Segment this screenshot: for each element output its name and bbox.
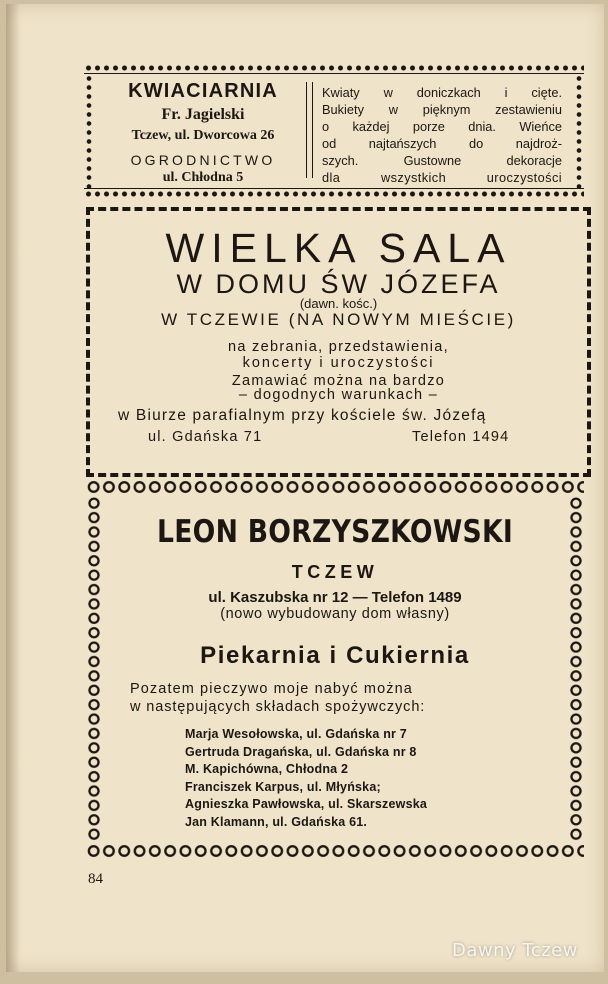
florist-right-border <box>574 74 584 188</box>
bakery-shop-list <box>185 726 427 832</box>
florist-description-line: szych. Gustowne dekoracje <box>322 153 562 168</box>
hall-booking-line: – dogodnych warunkach – <box>238 387 439 403</box>
nursery-address: ul. Chłodna 5 <box>162 170 244 185</box>
bakery-new-building: (nowo wybudowany dom własny) <box>220 606 450 622</box>
hall-subtitle: W DOMU ŚW JÓZEFA <box>176 269 501 299</box>
hall-location: W TCZEWIE (NA NOWYM MIEŚCIE) <box>161 310 516 329</box>
bakery-city: TCZEW <box>291 562 379 582</box>
bakery-address: ul. Kaszubska nr 12 — Telefon 1489 <box>208 589 462 606</box>
bakery-bottom-border <box>86 842 584 860</box>
watermark: Dawny Tczew <box>452 940 578 961</box>
bakery-intro-line: w następujących składach spożywczych: <box>130 699 426 715</box>
florist-owner: Fr. Jagielski <box>161 106 245 123</box>
nursery-title: OGRODNICTWO <box>130 152 276 168</box>
bakery-advertisement <box>86 478 584 860</box>
florist-left-border <box>84 74 94 188</box>
florist-bottom-border <box>84 188 584 200</box>
shop-list-item: Agnieszka Pawłowska, ul. Skarszewska <box>185 797 428 812</box>
florist-description-line: Bukiety w pięknym zestawieniu <box>322 102 562 117</box>
hall-office: w Biurze parafialnym przy kościele św. Józefą <box>118 407 487 424</box>
hall-street: ul. Gdańska 71 <box>148 429 263 445</box>
hall-purpose-line: koncerty i uroczystości <box>242 355 435 371</box>
florist-description <box>322 84 562 186</box>
florist-title: KWIACIARNIA <box>128 80 278 102</box>
hall-booking-line: Zamawiać można na bardzo <box>231 373 446 389</box>
page-number: 84 <box>88 871 103 887</box>
shop-list-item: Jan Klamann, ul. Gdańska 61. <box>185 814 368 829</box>
florist-description-line: dla wszystkich uroczystości <box>322 170 562 185</box>
shop-list-item: M. Kapichówna, Chłodna 2 <box>185 762 349 777</box>
hall-former-use: (dawn. kośc.) <box>299 296 378 311</box>
bakery-intro-line: Pozatem pieczywo moje nabyć można <box>130 681 413 697</box>
hall-purpose-line: na zebrania, przedstawienia, <box>228 339 449 355</box>
florist-advertisement <box>84 62 584 200</box>
florist-divider <box>306 82 313 178</box>
florist-address: Tczew, ul. Dworcowa 26 <box>131 128 275 143</box>
bakery-top-border <box>86 478 584 496</box>
shop-list-item: Gertruda Dragańska, ul. Gdańska nr 8 <box>185 744 417 759</box>
hall-phone: Telefon 1494 <box>412 429 510 445</box>
shop-list-item: Franciszek Karpus, ul. Młyńska; <box>185 779 381 794</box>
page-spine-shadow <box>6 4 20 972</box>
bakery-owner-name: LEON BORZYSZKOWSKI <box>156 514 514 550</box>
florist-description-line: o każdej porze dnia. Wieńce <box>322 119 562 134</box>
shop-list-item: Marja Wesołowska, ul. Gdańska nr 7 <box>185 727 407 741</box>
florist-info <box>98 80 308 186</box>
bakery-business: Piekarnia i Cukiernia <box>200 642 470 669</box>
hall-title: WIELKA SALA <box>165 225 512 271</box>
florist-description-line: od najtańszych do najdroż- <box>322 136 562 151</box>
florist-top-border <box>84 62 584 74</box>
hall-advertisement <box>86 207 591 477</box>
florist-description-line: Kwiaty w doniczkach i cięte. <box>322 85 562 100</box>
